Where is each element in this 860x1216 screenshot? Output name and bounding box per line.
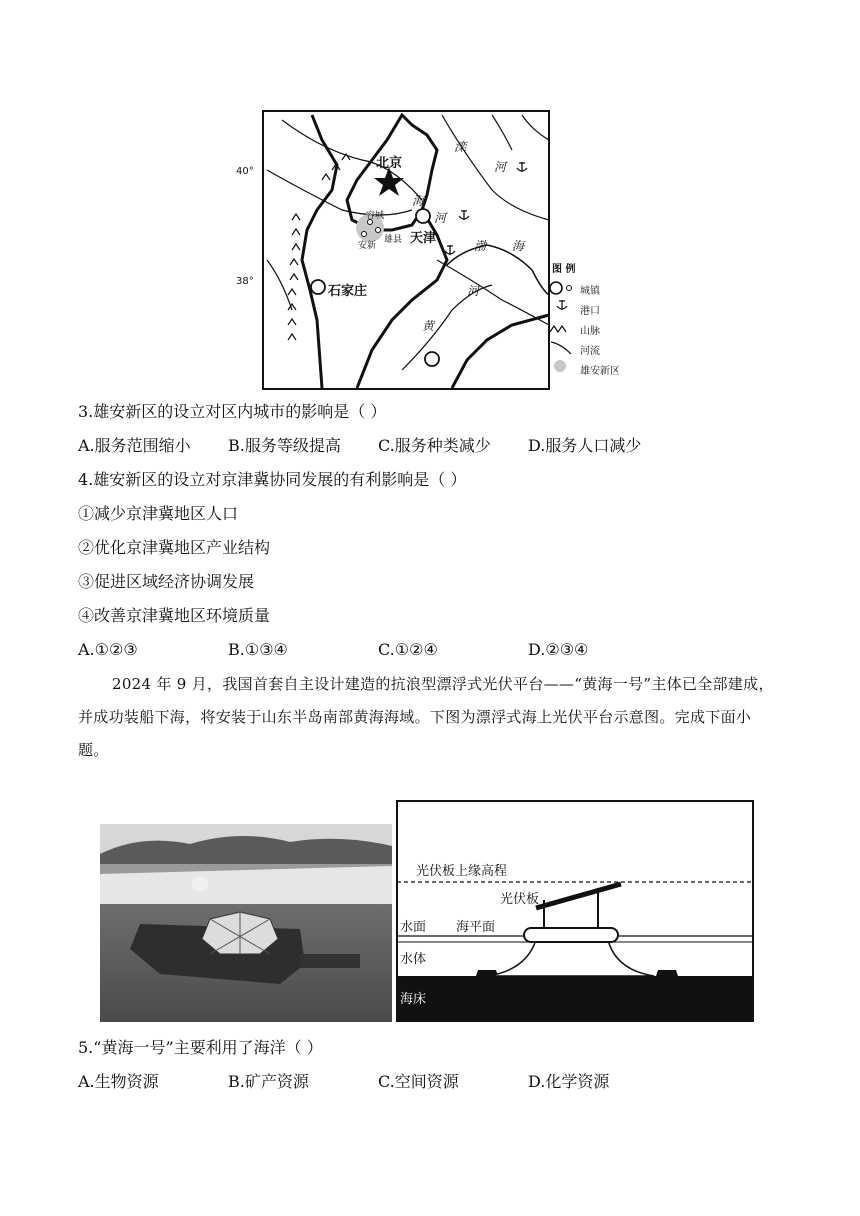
huang-label: 黄 [422,319,435,333]
passage-text: 2024 年 9 月，我国首套自主设计建造的抗浪型漂浮式光伏平台——“黄海一号”主体已全部建成，并成功装船下海，将安装于山东半岛南部黄海海域。下图为漂浮式海上光伏平台示意图。完成下面小题。 [78,675,774,759]
hai-river-label: 海 [412,194,425,208]
q4-option-b[interactable]: B.①③④ [228,640,288,659]
diagram-label-surface: 水面 [400,920,427,935]
legend-item-town: 城镇 [580,286,600,297]
shijiazhuang-label: 石家庄 [328,284,368,299]
map-figure [236,110,550,390]
diagram-label-top-elevation: 光伏板上缘高程 [416,864,508,879]
q5-option-b[interactable]: B.矿产资源 [228,1072,309,1091]
anxin-label: 安新 [358,241,377,251]
q4-stem: 4.雄安新区的设立对京津冀协同发展的有利影响是（ ） [78,470,467,489]
platform-diagram [396,800,754,1022]
legend-item-river: 河流 [580,346,600,357]
tianjin-label: 天津 [410,231,437,246]
luan-he-label: 河 [494,160,507,174]
hai-river-he-label: 河 [434,211,447,225]
rongcheng-label: 容城 [366,211,385,221]
lat-38-label: 38° [236,276,254,287]
beijing-label: 北京 [376,156,403,171]
lat-40-label: 40° [236,166,254,177]
q3-option-c[interactable]: C.服务种类减少 [378,436,491,455]
map-svg [262,110,550,390]
q5-option-c[interactable]: C.空间资源 [378,1072,459,1091]
diagram-label-sealevel: 海平面 [456,920,496,935]
legend-symbols [548,278,578,388]
q4-option-a[interactable]: A.①②③ [78,640,138,659]
diagram-label-panel: 光伏板 [500,892,540,907]
bohai-hai-label: 海 [512,239,525,253]
luan-river-label: 滦 [454,140,467,154]
map-legend [548,258,638,378]
q5-option-a[interactable]: A.生物资源 [78,1072,159,1091]
q4-option-c[interactable]: C.①②④ [378,640,438,659]
q4-item-4: ④改善京津冀地区环境质量 [78,606,271,625]
huang-he-label: 河 [467,284,480,298]
q5-option-d[interactable]: D.化学资源 [528,1072,610,1091]
q4-item-2: ②优化京津冀地区产业结构 [78,538,271,557]
q5-stem: 5.“黄海一号”主要利用了海洋（ ） [78,1038,323,1057]
q4-item-1: ①减少京津冀地区人口 [78,504,239,523]
xiongxian-label: 雄县 [384,235,403,245]
q4-item-3: ③促进区域经济协调发展 [78,572,255,591]
diagram-label-water: 水体 [400,952,427,967]
q3-option-b[interactable]: B.服务等级提高 [228,436,341,455]
legend-title: 图 例 [552,264,576,275]
legend-item-port: 港口 [580,306,600,317]
bo-label: 渤 [474,239,487,253]
legend-item-xiongan: 雄安新区 [580,366,620,377]
q3-option-d[interactable]: D.服务人口减少 [528,436,642,455]
q3-option-a[interactable]: A.服务范围缩小 [78,436,191,455]
diagram-label-seabed: 海床 [400,992,427,1007]
q3-stem: 3.雄安新区的设立对区内城市的影响是（ ） [78,402,387,421]
legend-item-mountain: 山脉 [580,326,600,337]
platform-photo [100,824,392,1022]
q4-option-d[interactable]: D.②③④ [528,640,589,659]
